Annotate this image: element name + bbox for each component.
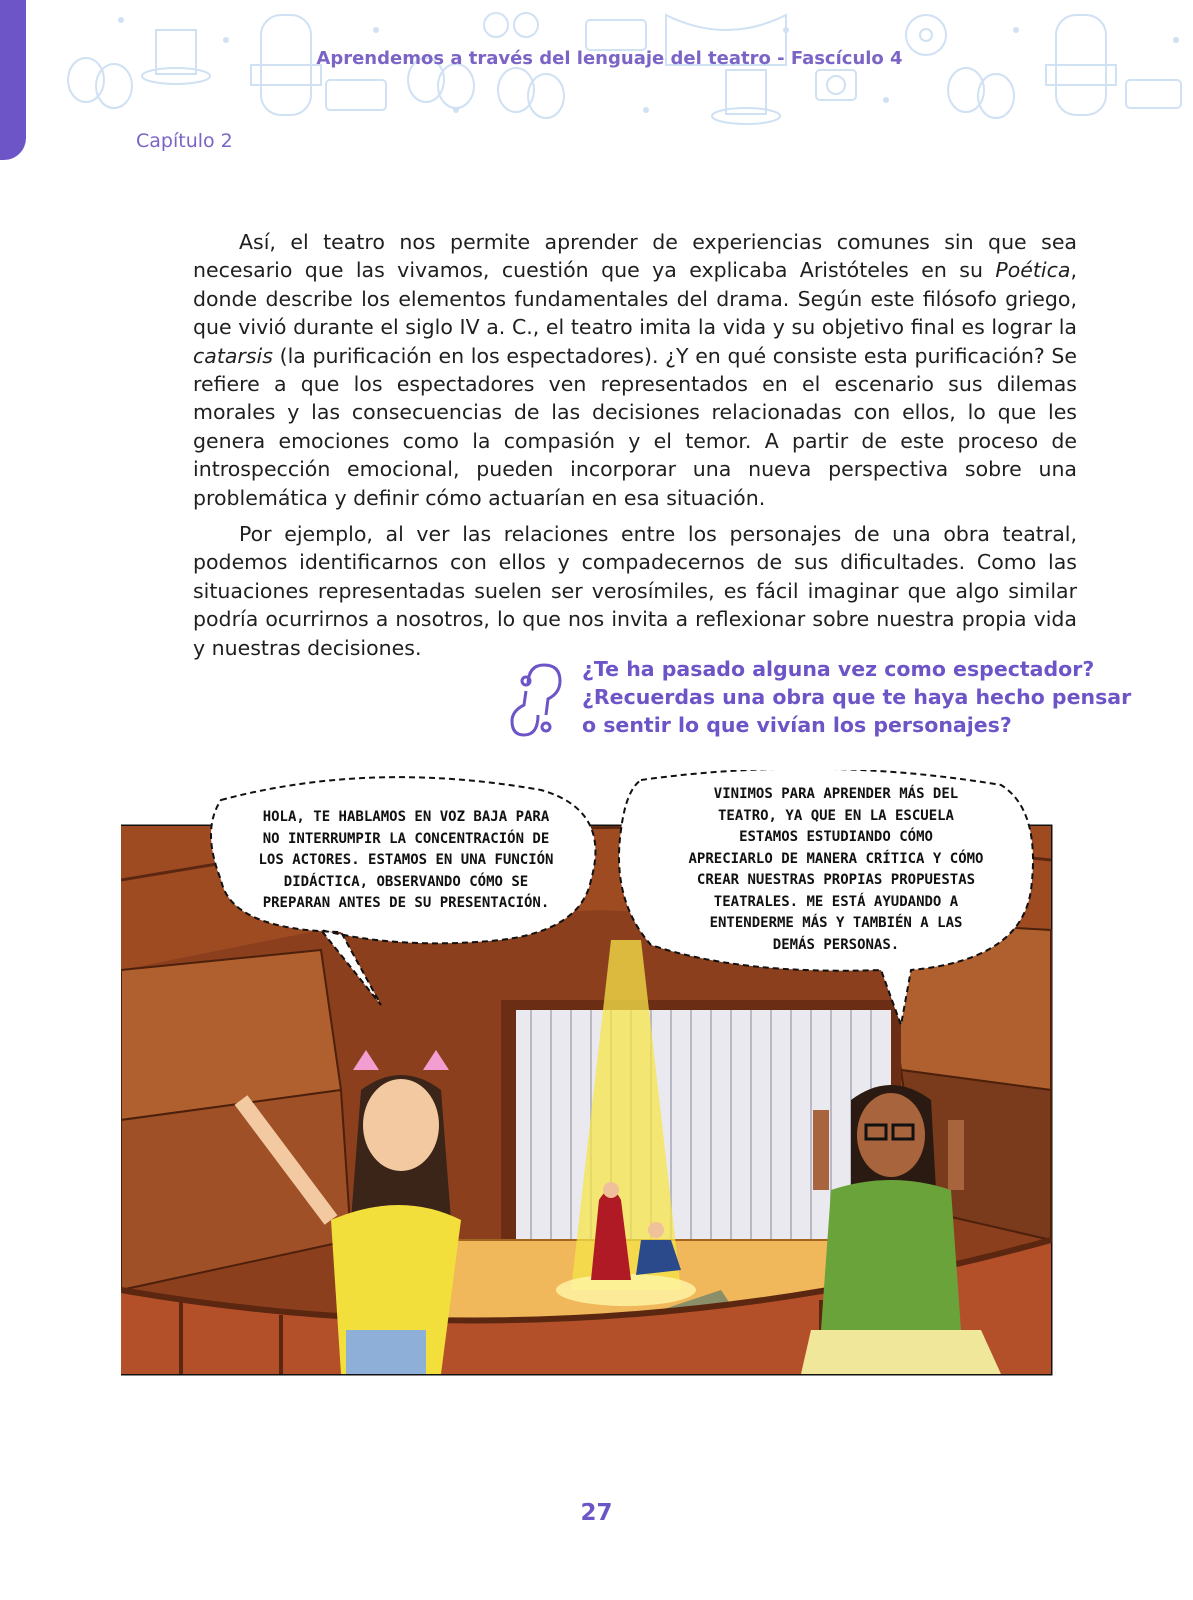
paragraph-1: Así, el teatro nos permite aprender de experiencias comunes sin que sea necesario que las vivamos, cuestión que ya explicaba Aristóteles en su Poética, donde describe los elementos fundamentales del drama. Según este filósofo griego, que vivió durante el siglo IV a. C., el teatro imita la vida y su objetivo final es lograr la catarsis (la purificación en los espectadores). ¿Y en qué consiste esta purificación? Se refiere a que los espectadores ven representados en el escenario sus dilemas morales y las consecuencias de las decisiones relacionadas con ellos, lo que les genera emociones como la compasión y el temor. A partir de este proceso de introspección emocional, pueden incorporar una nueva perspectiva sobre una problemática y definir cómo actuarían en esa situación. xyxy=(193,230,1077,510)
ticket-icon xyxy=(586,20,646,50)
ticket-icon xyxy=(326,80,386,110)
poetica-title: Poética xyxy=(995,258,1071,283)
left-bubble-text: HOLA, TE HABLAMOS EN VOZ BAJA PARA NO INTERRUMPIR LA CONCENTRACIÓN DE LOS ACTORES. ESTAMOS EN UNA FUNCIÓN DIDÁCTICA, OBSERVANDO CÓMO SE PREPARAN ANTES DE SU PRESENTACIÓN. xyxy=(258,809,554,911)
chapter-label: Capítulo 2 xyxy=(136,130,233,152)
fascicle-title: Aprendemos a través del lenguaje del teatro - Fascículo 4 xyxy=(316,48,903,69)
body-text xyxy=(193,228,1077,670)
page-number: 27 xyxy=(580,1500,613,1526)
top-hat-icon xyxy=(712,70,780,124)
binoculars-icon xyxy=(484,13,538,37)
question-marks-icon xyxy=(508,655,566,745)
camera-icon xyxy=(816,70,856,100)
right-bubble-text: VINIMOS PARA APRENDER MÁS DEL TEATRO, YA QUE EN LA ESCUELA ESTAMOS ESTUDIANDO CÓMO APRECIARLO DE MANERA CRÍTICA Y CÓMO CREAR NUESTRAS PROPIAS PROPUESTAS TEATRALES. ME ESTÁ AYUDANDO A ENTENDERME MÁS Y TAMBIÉN A LAS DEMÁS PERSONAS. xyxy=(688,786,984,953)
paragraph-2: Por ejemplo, al ver las relaciones entre los personajes de una obra teatral, podemos identificarnos con ellos y compadecernos de sus dificultades. Como las situaciones representadas suelen ser verosímiles, es fácil imaginar que algo similar podría ocurrirnos a nosotros, lo que nos invita a reflexionar sobre nuestra propia vida y nuestras decisiones. xyxy=(193,522,1077,660)
theater-masks-icon xyxy=(498,68,564,118)
catarsis-term: catarsis xyxy=(193,343,273,368)
theater-masks-icon xyxy=(948,68,1014,118)
question-text: ¿Te ha pasado alguna vez como espectador? ¿Recuerdas una obra que te haya hecho pensar o sentir lo que vivían los personajes? xyxy=(582,657,1132,737)
header-decoration xyxy=(26,0,1193,130)
ticket-icon xyxy=(1126,80,1181,108)
comic-illustration xyxy=(121,770,1072,1402)
reflection-question xyxy=(508,655,1132,745)
side-tab xyxy=(0,0,26,160)
